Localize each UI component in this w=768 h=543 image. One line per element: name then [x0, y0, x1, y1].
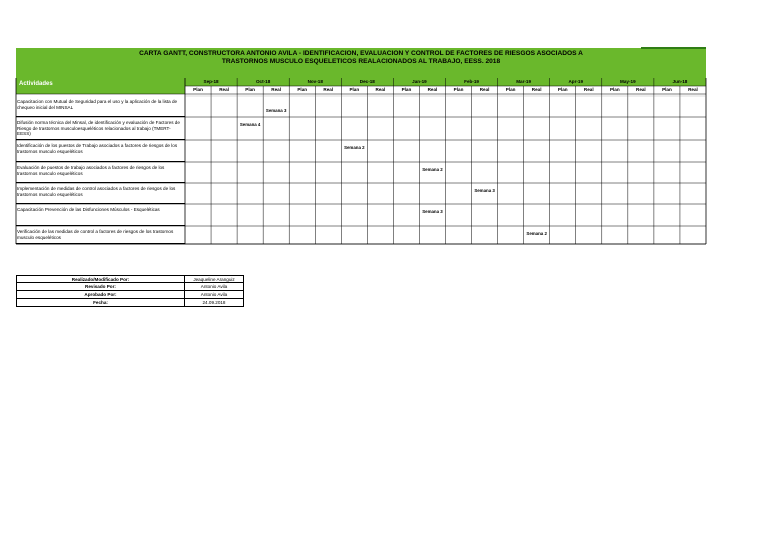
plan-real-header: Real: [419, 86, 445, 94]
plan-real-header: Real: [680, 86, 706, 94]
plan-real-header: Real: [524, 86, 550, 94]
month-header: Jun-18: [672, 79, 688, 84]
month-header: Sep-18: [203, 79, 219, 84]
plan-real-header: Plan: [602, 86, 628, 94]
plan-real-header: Plan: [289, 86, 315, 94]
week-label: Semana 3: [422, 209, 443, 214]
plan-real-header: Real: [263, 86, 289, 94]
week-label: Semana 2: [344, 145, 365, 150]
month-header: Apr-19: [568, 79, 584, 84]
plan-real-header: Plan: [550, 86, 576, 94]
week-label: Semana 2: [526, 231, 547, 236]
plan-real-header: Plan: [341, 86, 367, 94]
month-header: Nov-18: [307, 79, 323, 84]
signoff-value: Jeaqueline Aranguiz: [185, 275, 244, 283]
activity-text: Evaluación de puestos de trabajo asociados a factores de riesgos de los trastornos musculo esqueléticos: [17, 165, 165, 176]
plan-real-header: Plan: [498, 86, 524, 94]
signoff-label: Revisado Por:: [16, 283, 185, 291]
signoff-label: Realizado/Modificado Por:: [16, 275, 185, 283]
activity-text: Capacitacion con Mutual de Seguridad para el uso y la aplicación de la lista de chequeo inicial del MINSAL: [17, 99, 178, 110]
signoff-value: Antonio Avila: [185, 291, 244, 299]
activity-text: Capacitación Prevención de las Disfunciones Músculos - Esqueléticas: [17, 207, 160, 212]
plan-real-header: Plan: [446, 86, 472, 94]
plan-real-header: Plan: [185, 86, 211, 94]
week-label: Semana 4: [239, 122, 261, 127]
plan-real-header: Plan: [654, 86, 680, 94]
plan-real-header: Plan: [393, 86, 419, 94]
month-header: Mar-19: [516, 79, 532, 84]
plan-real-header: Real: [211, 86, 237, 94]
week-label: Semana 3: [474, 188, 495, 193]
plan-real-header: Plan: [237, 86, 263, 94]
activity-text: Identificación de los puestos de Trabajo asociados a factores de riesgos de los trastornos musculo esqueléticos: [17, 143, 178, 154]
month-header: May-19: [620, 79, 636, 84]
signoff-value: Antonio Avila: [185, 283, 244, 291]
month-header: Oct-18: [255, 79, 271, 84]
signoff-value: 24.09.2018: [185, 299, 244, 307]
plan-real-header: Real: [628, 86, 654, 94]
signoff-label: Fecha:: [16, 299, 185, 307]
week-label: Semana 3: [265, 108, 287, 113]
month-header: Dec-18: [359, 79, 375, 84]
plan-real-header: Real: [472, 86, 498, 94]
month-header: Jan-19: [412, 79, 427, 84]
activity-text: Implementación de medidas de control asociados a factores de riesgos de los trastornos musculo esqueléticos: [17, 186, 176, 197]
title-line-2: TRASTORNOS MUSCULO ESQUELETICOS REALACIONADOS AL TRABAJO, EESS. 2018: [221, 58, 501, 65]
plan-real-header: Real: [315, 86, 341, 94]
activity-text: Verificación de las medidas de control a factores de riesgos de los trastornos musculo esqueléticos: [17, 229, 174, 240]
activity-text: Difusión norma técnica del Minsal, de identificación y evaluación de Factores de Riesgo de trastornos musculoesqueléticos relacionados al trabajo (TMERT-EESS): [17, 120, 180, 137]
title-line-1: CARTA GANTT, CONSTRUCTORA ANTONIO AVILA - IDENTIFICACION, EVALUACION Y CONTROL DE FACTORES DE RIESGOS ASOCIADOS A: [139, 50, 583, 57]
plan-real-header: Real: [367, 86, 393, 94]
month-header: Feb-19: [464, 79, 479, 84]
signoff-label: Aprobado Por:: [16, 291, 185, 299]
activities-label: Actividades: [19, 81, 53, 87]
plan-real-header: Real: [576, 86, 602, 94]
week-label: Semana 2: [422, 167, 443, 172]
